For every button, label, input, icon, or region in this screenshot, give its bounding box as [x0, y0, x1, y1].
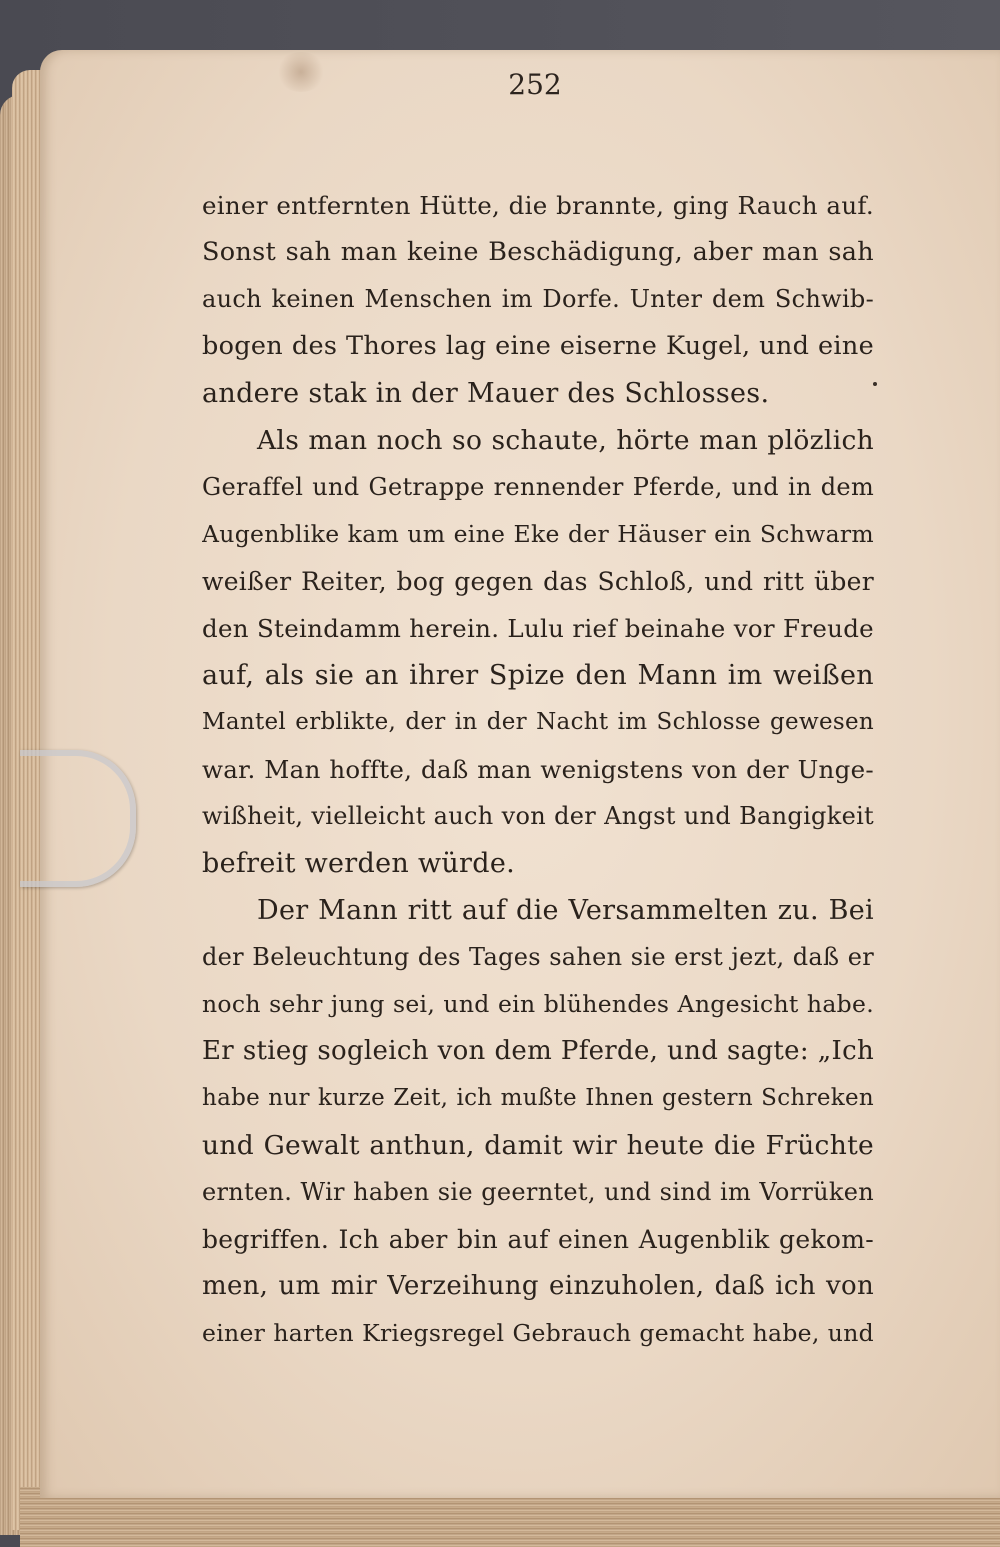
text-line: und Gewalt anthun, damit wir heute die Früchte: [202, 1130, 874, 1161]
text-line: bogen des Thores lag eine eiserne Kugel, und eine: [202, 331, 874, 361]
text-line: wißheit, vielleicht auch von der Angst und Bangigkeit: [202, 802, 874, 830]
text-line: einer entfernten Hütte, die brannte, ging Rauch auf.: [202, 191, 874, 220]
text-line: begriffen. Ich aber bin auf einen Augenblik gekom-: [202, 1225, 874, 1254]
text-line: auf, als sie an ihrer Spize den Mann im weißen: [202, 660, 874, 691]
text-line: auch keinen Menschen im Dorfe. Unter dem Schwib-: [202, 285, 874, 313]
text-line: Er stieg sogleich von dem Pferde, und sagte: „Ich: [202, 1036, 874, 1066]
text-line: Der Mann ritt auf die Versammelten zu. Bei: [257, 895, 874, 926]
text-line: noch sehr jung sei, und ein blühendes Angesicht habe.: [202, 990, 874, 1018]
text-line: der Beleuchtung des Tages sahen sie erst jezt, daß er: [202, 943, 874, 971]
page-clip: [20, 750, 136, 887]
text-line: weißer Reiter, bog gegen das Schloß, und ritt über: [202, 567, 874, 596]
text-line: einer harten Kriegsregel Gebrauch gemacht habe, und: [202, 1319, 874, 1347]
text-line: Geraffel und Getrappe rennender Pferde, und in dem: [202, 473, 874, 501]
text-line: ernten. Wir haben sie geerntet, und sind im Vorrüken: [202, 1178, 874, 1206]
text-line: andere stak in der Mauer des Schlosses.: [202, 378, 770, 409]
text-line: Augenblike kam um eine Eke der Häuser ein Schwarm: [202, 520, 874, 548]
text-line: war. Man hoffte, daß man wenigstens von der Unge-: [202, 755, 874, 784]
text-line: den Steindamm herein. Lulu rief beinahe vor Freude: [202, 614, 874, 643]
text-line: habe nur kurze Zeit, ich mußte Ihnen gestern Schreken: [202, 1085, 874, 1111]
text-line: Mantel erblikte, der in der Nacht im Schlosse gewesen: [202, 709, 874, 735]
text-line: Sonst sah man keine Beschädigung, aber man sah: [202, 237, 874, 267]
page-number: 252: [508, 68, 562, 101]
text-line: Als man noch so schaute, hörte man plözlich: [257, 425, 874, 456]
text-line: men, um mir Verzeihung einzuholen, daß ich von: [202, 1271, 874, 1301]
body-text: [202, 182, 874, 1357]
text-line: befreit werden würde.: [202, 848, 515, 879]
